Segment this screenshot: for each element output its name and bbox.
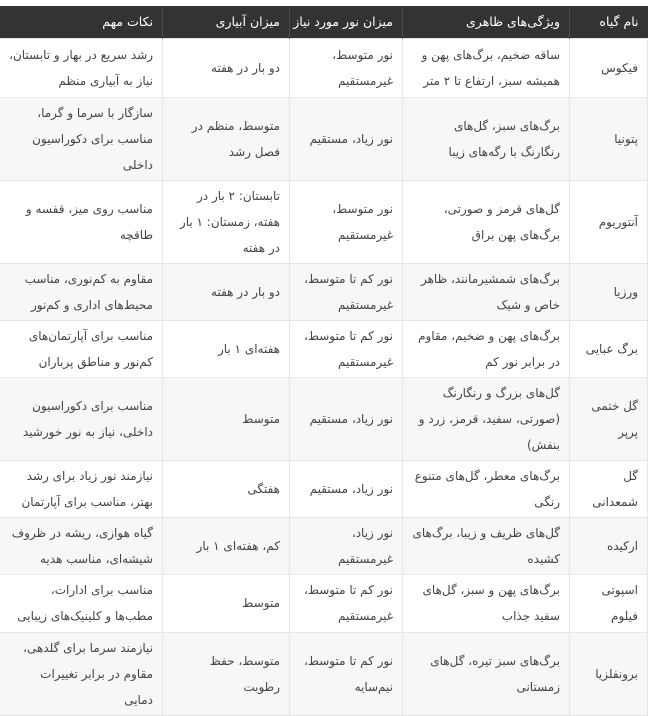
header-appearance-features: ویژگی‌های ظاهری bbox=[403, 6, 570, 38]
cell-light: نور زیاد، مستقیم bbox=[290, 460, 403, 517]
cell-watering: هفتگی bbox=[163, 460, 290, 517]
cell-notes: نیازمند سرما برای گلدهی، مقاوم در برابر تغییرات دمایی bbox=[0, 632, 163, 715]
cell-plant-name: پتونیا bbox=[570, 97, 648, 180]
header-light-requirement: میزان نور مورد نیاز bbox=[290, 6, 403, 38]
table-row bbox=[0, 97, 648, 180]
cell-plant-name: آنتوریوم bbox=[570, 180, 648, 263]
cell-light: نور کم تا متوسط، غیرمستقیم bbox=[290, 263, 403, 320]
table-row bbox=[0, 320, 648, 377]
cell-light: نور کم تا متوسط، غیرمستقیم bbox=[290, 574, 403, 632]
cell-light: نور کم تا متوسط، نیم‌سایه bbox=[290, 632, 403, 715]
cell-plant-name: اسپوتی فیلوم bbox=[570, 574, 648, 632]
cell-watering: متوسط bbox=[163, 574, 290, 632]
cell-watering: هفته‌ای ۱ بار bbox=[163, 320, 290, 377]
cell-notes: مناسب برای ادارات، مطب‌ها و کلینیک‌های زیبایی bbox=[0, 574, 163, 632]
header-watering-amount: میزان آبیاری bbox=[163, 6, 290, 38]
table-row bbox=[0, 263, 648, 320]
cell-watering: متوسط bbox=[163, 377, 290, 460]
cell-light: نور زیاد، مستقیم bbox=[290, 97, 403, 180]
cell-watering: متوسط، حفظ رطوبت bbox=[163, 632, 290, 715]
cell-features: برگ‌های معطر، گل‌های متنوع رنگی bbox=[403, 460, 570, 517]
cell-notes: مقاوم به کم‌نوری، مناسب محیط‌های اداری و کم‌نور bbox=[0, 263, 163, 320]
cell-notes: مناسب برای دکوراسیون داخلی، نیاز به نور خورشید bbox=[0, 377, 163, 460]
cell-light: نور متوسط، غیرمستقیم bbox=[290, 38, 403, 97]
cell-features: گل‌های ظریف و زیبا، برگ‌های کشیده bbox=[403, 517, 570, 574]
cell-watering: دو بار در هفته bbox=[163, 263, 290, 320]
table-row bbox=[0, 38, 648, 97]
table-row bbox=[0, 632, 648, 715]
cell-features: برگ‌های سبز تیره، گل‌های زمستانی bbox=[403, 632, 570, 715]
table-row bbox=[0, 377, 648, 460]
cell-features: برگ‌های پهن و سبز، گل‌های سفید جذاب bbox=[403, 574, 570, 632]
cell-light: نور کم تا متوسط، غیرمستقیم bbox=[290, 320, 403, 377]
cell-light: نور زیاد، غیرمستقیم bbox=[290, 517, 403, 574]
header-plant-name: نام گیاه bbox=[570, 6, 648, 38]
header-important-notes: نکات مهم bbox=[0, 6, 163, 38]
cell-features: برگ‌های پهن و ضخیم، مقاوم در برابر نور کم bbox=[403, 320, 570, 377]
cell-notes: گیاه هوازی، ریشه در ظروف شیشه‌ای، مناسب هدیه bbox=[0, 517, 163, 574]
plants-comparison-table bbox=[0, 6, 648, 716]
cell-watering: تابستان: ۲ بار در هفته، زمستان: ۱ بار در هفته bbox=[163, 180, 290, 263]
cell-plant-name: گل ختمی پرپر bbox=[570, 377, 648, 460]
cell-notes: نیازمند نور زیاد برای رشد بهتر، مناسب برای آپارتمان bbox=[0, 460, 163, 517]
table-row bbox=[0, 517, 648, 574]
cell-features: برگ‌های سبز، گل‌های رنگارنگ با رگه‌های زیبا bbox=[403, 97, 570, 180]
cell-notes: رشد سریع در بهار و تابستان، نیاز به آبیاری منظم bbox=[0, 38, 163, 97]
cell-light: نور متوسط، غیرمستقیم bbox=[290, 180, 403, 263]
cell-plant-name: برگ عبایی bbox=[570, 320, 648, 377]
cell-notes: مناسب برای آپارتمان‌های کم‌نور و مناطق پرباران bbox=[0, 320, 163, 377]
cell-plant-name: فیکوس bbox=[570, 38, 648, 97]
table-header bbox=[0, 6, 648, 38]
cell-notes: مناسب روی میز، قفسه و طاقچه bbox=[0, 180, 163, 263]
cell-plant-name: گل شمعدانی bbox=[570, 460, 648, 517]
cell-watering: دو بار در هفته bbox=[163, 38, 290, 97]
table-row bbox=[0, 180, 648, 263]
cell-plant-name: برونفلزیا bbox=[570, 632, 648, 715]
cell-light: نور زیاد، مستقیم bbox=[290, 377, 403, 460]
header-row bbox=[0, 6, 648, 38]
table-row bbox=[0, 460, 648, 517]
cell-watering: متوسط، منظم در فصل رشد bbox=[163, 97, 290, 180]
cell-notes: سازگار با سرما و گرما، مناسب برای دکوراسیون داخلی bbox=[0, 97, 163, 180]
table-body bbox=[0, 38, 648, 715]
cell-features: برگ‌های شمشیرمانند، ظاهر خاص و شیک bbox=[403, 263, 570, 320]
cell-features: گل‌های بزرگ و رنگارنگ (صورتی، سفید، قرمز، زرد و بنفش) bbox=[403, 377, 570, 460]
cell-features: ساقه ضخیم، برگ‌های پهن و همیشه سبز، ارتفاع تا ۲ متر bbox=[403, 38, 570, 97]
table-row bbox=[0, 574, 648, 632]
cell-watering: کم، هفته‌ای ۱ بار bbox=[163, 517, 290, 574]
cell-plant-name: ارکیده bbox=[570, 517, 648, 574]
cell-plant-name: ورزیا bbox=[570, 263, 648, 320]
cell-features: گل‌های قرمز و صورتی، برگ‌های پهن براق bbox=[403, 180, 570, 263]
